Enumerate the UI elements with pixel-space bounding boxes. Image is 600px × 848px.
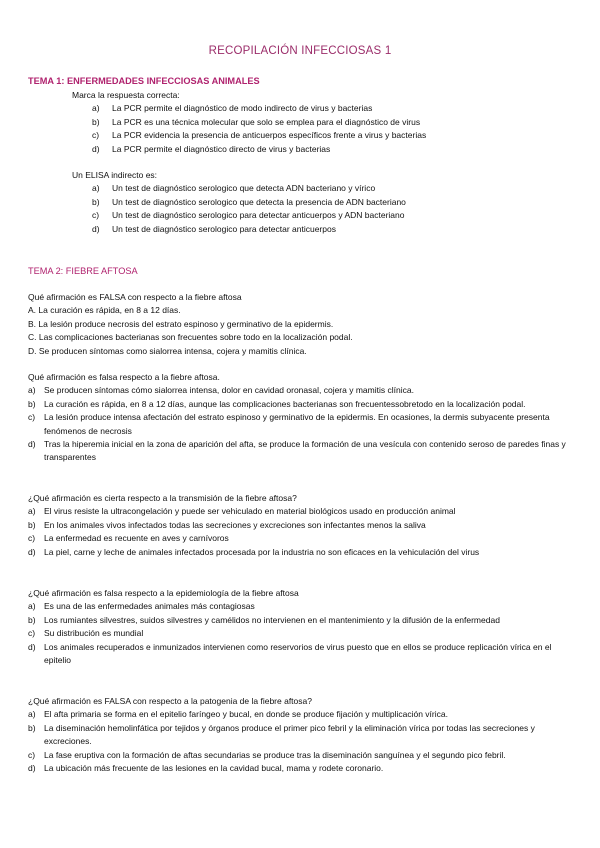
tema-1-heading: TEMA 1: ENFERMEDADES INFECCIOSAS ANIMALES — [28, 76, 260, 86]
tema2-question-4 — [28, 587, 573, 667]
question-prompt: ¿Qué afirmación es FALSA con respecto a la patogenia de la fiebre aftosa? — [28, 696, 312, 706]
answer-option: d) Tras la hiperemia inicial en la zona de aparición del afta, se produce la formación de una vesícula con contenido seroso de paredes finas y transparentes — [28, 439, 566, 463]
answer-option: a) El afta primaria se forma en el epitelio faríngeo y bucal, en donde se produce fijación y multiplicación vírica. — [28, 709, 448, 720]
answer-option: b) La diseminación hemolinfática por tejidos y órganos produce el primer pico febril y la eliminación vírica por todas las secreciones y excreciones. — [28, 722, 535, 747]
question-prompt: ¿Qué afirmación es cierta respecto a la transmisión de la fiebre aftosa? — [28, 493, 297, 503]
document-title: RECOPILACIÓN INFECCIOSAS 1 — [208, 45, 392, 57]
tema2-question-5 — [28, 695, 573, 775]
answer-option: c) Su distribución es mundial — [28, 628, 144, 639]
answer-option: B. La lesión produce necrosis del estrato espinoso y germinativo de la epidermis. — [28, 318, 334, 329]
answer-option: A. La curación es rápida, en 8 a 12 días. — [28, 305, 181, 316]
answer-option: b) Un test de diagnóstico serologico que detecta la presencia de ADN bacteriano — [92, 196, 406, 207]
answer-option: c) La fase eruptiva con la formación de aftas secundarias se produce tras la diseminación sanguínea y el segundo pico febril. — [28, 749, 506, 760]
answer-option: d) La PCR permite el diagnóstico directo de virus y bacterias — [92, 143, 331, 154]
answer-option: c) Un test de diagnóstico serologico para detectar anticuerpos y ADN bacteriano — [92, 210, 405, 221]
answer-option: a) Es una de las enfermedades animales más contagiosas — [28, 601, 255, 612]
tema2-question-3 — [28, 492, 573, 559]
question-prompt: Marca la respuesta correcta: — [72, 90, 180, 100]
answer-option: c) La PCR evidencia la presencia de anticuerpos específicos frente a virus y bacterias — [92, 130, 427, 141]
tema1-question-2 — [72, 169, 572, 236]
question-prompt: Qué afirmación es FALSA con respecto a la fiebre aftosa — [28, 292, 242, 302]
answer-option: b) En los animales vivos infectados todas las secreciones y excreciones son infectantes menos la saliva — [28, 519, 426, 530]
tema2-question-1 — [28, 291, 573, 358]
answer-option: d) La piel, carne y leche de animales infectados procesada por la industria no son eficaces en la vehiculación del virus — [28, 546, 480, 557]
answer-option: a) La PCR permite el diagnóstico de modo indirecto de virus y bacterias — [92, 103, 373, 114]
tema2-question-2 — [28, 371, 573, 465]
tema-2-heading: TEMA 2: FIEBRE AFTOSA — [28, 266, 138, 276]
answer-option: a) Un test de diagnóstico serologico que detecta ADN bacteriano y vírico — [92, 183, 376, 194]
answer-option: b) La curación es rápida, en 8 a 12 días, aunque las complicaciones bacterianas son frecuentessobretodo en la localización podal. — [28, 398, 526, 409]
answer-option: c) La enfermedad es recuente en aves y carnívoros — [28, 533, 229, 544]
answer-option: c) La lesión produce intensa afectación del estrato espinoso y germinativo de la epidermis. En ocasiones, la dermis subyacente presenta fenómenos de necrosis — [28, 412, 550, 436]
answer-option: d) La ubicación más frecuente de las lesiones en la cavidad bucal, mama y rodete coronario. — [28, 763, 384, 774]
answer-option: d) Un test de diagnóstico serologico para detectar anticuerpos — [92, 223, 336, 234]
answer-option: D. Se producen síntomas como sialorrea intensa, cojera y mamitis clínica. — [28, 345, 307, 356]
question-prompt: Un ELISA indirecto es: — [72, 170, 158, 180]
answer-option: b) La PCR es una técnica molecular que solo se emplea para el diagnóstico de virus — [92, 116, 421, 127]
answer-option: d) Los animales recuperados e inmunizados intervienen como reservorios de virus puesto que en ellos se produce replicación vírica en el epitelio — [28, 641, 552, 666]
answer-option: a) Se producen síntomas cómo sialorrea intensa, dolor en cavidad oronasal, cojera y mamitis clínica. — [28, 385, 414, 396]
answer-option: a) El virus resiste la ultracongelación y puede ser vehiculado en material biológicos usado en producción animal — [28, 506, 456, 517]
question-prompt: ¿Qué afirmación es falsa respecto a la epidemiología de la fiebre aftosa — [28, 588, 299, 598]
question-prompt: Qué afirmación es falsa respecto a la fiebre aftosa. — [28, 372, 220, 382]
answer-option: C. Las complicaciones bacterianas son frecuentes sobre todo en la localización podal. — [28, 332, 353, 343]
answer-option: b) Los rumiantes silvestres, suidos silvestres y camélidos no intervienen en el mantenimiento y la difusión de la enfermedad — [28, 614, 500, 625]
tema1-question-1 — [72, 89, 572, 156]
